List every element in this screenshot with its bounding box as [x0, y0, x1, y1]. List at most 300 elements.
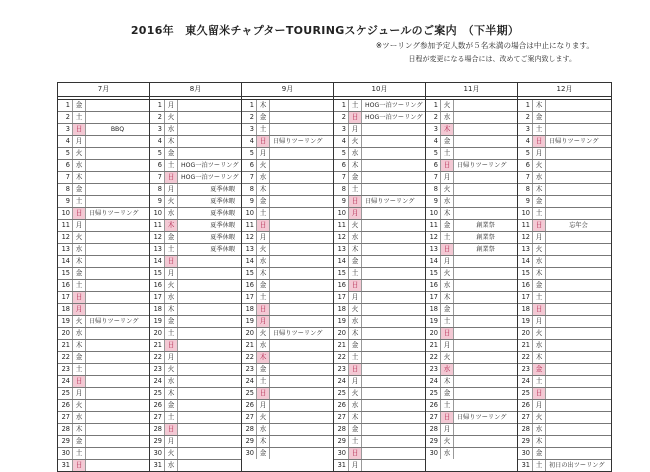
weekday: 火: [165, 448, 178, 459]
event-text: [178, 268, 241, 279]
day-row: [58, 352, 149, 364]
weekday: 水: [441, 448, 454, 459]
weekday: 水: [533, 424, 546, 435]
event-text: [270, 388, 333, 399]
day-number: 23: [518, 364, 533, 375]
weekday: 火: [533, 244, 546, 255]
weekday: 木: [73, 340, 86, 351]
day-row: [150, 136, 241, 148]
event-text: [362, 280, 425, 291]
month-column: [518, 83, 611, 471]
day-number: 7: [334, 172, 349, 183]
day-row: [334, 256, 425, 268]
weekday-holiday: 日: [349, 364, 362, 375]
day-number: 6: [242, 160, 257, 171]
weekday: 土: [165, 244, 178, 255]
day-number: 6: [518, 160, 533, 171]
day-row: [58, 316, 149, 328]
day-number: 30: [518, 448, 533, 459]
event-text: [86, 112, 149, 123]
weekday: 土: [441, 232, 454, 243]
event-text: [362, 388, 425, 399]
event-text: [454, 436, 517, 447]
event-text: [270, 196, 333, 207]
day-row: [334, 220, 425, 232]
event-text: [270, 448, 333, 459]
day-number: 25: [150, 388, 165, 399]
weekday: 金: [349, 256, 362, 267]
event-text: [270, 316, 333, 327]
event-text: [362, 244, 425, 255]
event-text: [86, 232, 149, 243]
day-row: [242, 256, 333, 268]
day-number: 4: [426, 136, 441, 147]
weekday: 火: [257, 160, 270, 171]
weekday: 火: [73, 400, 86, 411]
day-number: 23: [150, 364, 165, 375]
weekday: 金: [257, 112, 270, 123]
day-row: [242, 124, 333, 136]
day-number: 7: [58, 172, 73, 183]
weekday: 土: [533, 208, 546, 219]
day-row: [426, 400, 517, 412]
weekday: 木: [349, 160, 362, 171]
day-row: [58, 280, 149, 292]
day-row: [242, 364, 333, 376]
weekday: 金: [349, 424, 362, 435]
day-number: 9: [242, 196, 257, 207]
day-row: [334, 436, 425, 448]
event-text: 日帰りツーリング: [273, 330, 323, 337]
event-text: [546, 172, 611, 183]
event-text: [86, 292, 149, 303]
weekday: 土: [165, 328, 178, 339]
event-text: [86, 304, 149, 315]
weekday-holiday: 日: [257, 136, 270, 147]
event-text: [454, 388, 517, 399]
event-text: [546, 292, 611, 303]
weekday: 月: [349, 124, 362, 135]
day-number: 3: [242, 124, 257, 135]
weekday: 水: [349, 400, 362, 411]
weekday: 土: [257, 124, 270, 135]
day-number: 30: [242, 448, 257, 459]
month-label: 8月: [150, 83, 241, 97]
day-row: [242, 148, 333, 160]
weekday: 金: [165, 148, 178, 159]
day-number: 13: [58, 244, 73, 255]
day-number: 14: [242, 256, 257, 267]
event-text: [546, 400, 611, 411]
day-row: [334, 124, 425, 136]
event-text: [362, 220, 425, 231]
day-number: 11: [242, 220, 257, 231]
day-number: 28: [58, 424, 73, 435]
day-number: 13: [426, 244, 441, 255]
day-number: 5: [334, 148, 349, 159]
day-row: [426, 364, 517, 376]
day-number: 16: [518, 280, 533, 291]
event-text: [454, 448, 517, 459]
event-text: [546, 424, 611, 435]
day-number: 10: [150, 208, 165, 219]
weekday: 金: [533, 112, 546, 123]
day-row: [334, 340, 425, 352]
day-row: [426, 424, 517, 436]
weekday-holiday: 日: [349, 280, 362, 291]
day-number: 10: [518, 208, 533, 219]
weekday: 土: [349, 352, 362, 363]
day-number: 18: [58, 304, 73, 315]
day-row: [426, 112, 517, 124]
day-row: [58, 112, 149, 124]
event-text: [86, 328, 149, 339]
event-text: [546, 448, 611, 459]
day-number: 3: [426, 124, 441, 135]
weekday: 火: [441, 100, 454, 111]
day-row: [334, 184, 425, 196]
event-text: [178, 352, 241, 363]
day-row: [58, 364, 149, 376]
weekday: 金: [73, 352, 86, 363]
weekday-holiday: 月: [349, 208, 362, 219]
event-text: [178, 124, 241, 135]
event-text: [270, 340, 333, 351]
weekday: 水: [441, 196, 454, 207]
day-number: 17: [426, 292, 441, 303]
event-text: [546, 112, 611, 123]
day-row: [334, 364, 425, 376]
event-text: [270, 208, 333, 219]
event-text: 夏季休暇: [210, 210, 235, 217]
weekday: 土: [257, 376, 270, 387]
day-number: 25: [58, 388, 73, 399]
day-row: [242, 160, 333, 172]
weekday: 水: [257, 424, 270, 435]
event-text: [546, 388, 611, 399]
day-row: [518, 316, 611, 328]
event-text: [362, 256, 425, 267]
event-text: [362, 436, 425, 447]
weekday: 月: [257, 148, 270, 159]
weekday: 月: [165, 436, 178, 447]
day-row: [334, 112, 425, 124]
day-row: [426, 256, 517, 268]
day-row: [150, 232, 241, 244]
event-text: HOG一泊ツーリング: [181, 174, 239, 181]
day-row: [150, 112, 241, 124]
day-row: [150, 436, 241, 448]
day-number: 5: [58, 148, 73, 159]
day-number: 16: [150, 280, 165, 291]
event-text: [546, 352, 611, 363]
event-text: [270, 436, 333, 447]
event-text: HOG一泊ツーリング: [365, 114, 423, 121]
event-text: [270, 412, 333, 423]
event-text: [362, 292, 425, 303]
event-text: 日帰りツーリング: [89, 210, 139, 217]
event-text: [270, 304, 333, 315]
day-row: [518, 400, 611, 412]
day-number: 23: [242, 364, 257, 375]
day-number: 20: [518, 328, 533, 339]
event-text: [362, 124, 425, 135]
day-row: [426, 388, 517, 400]
day-number: 19: [242, 316, 257, 327]
weekday: 木: [257, 100, 270, 111]
day-row: [518, 136, 611, 148]
day-row: [518, 292, 611, 304]
event-text: [362, 268, 425, 279]
day-row: [334, 412, 425, 424]
day-row: [150, 148, 241, 160]
event-text: [546, 376, 611, 387]
weekday: 土: [349, 436, 362, 447]
day-number: 1: [58, 100, 73, 111]
event-text: 創業祭: [476, 222, 495, 229]
day-number: 12: [58, 232, 73, 243]
day-number: 14: [150, 256, 165, 267]
weekday: 水: [165, 124, 178, 135]
day-row: [242, 100, 333, 112]
event-text: [86, 244, 149, 255]
page-title: 2016年 東久留米チャプターTOURINGスケジュールのご案内 （下半期）: [130, 24, 520, 37]
weekday-holiday: 木: [441, 124, 454, 135]
day-row: [334, 280, 425, 292]
event-text: [270, 172, 333, 183]
weekday: 水: [441, 280, 454, 291]
day-number: 18: [150, 304, 165, 315]
weekday: 水: [441, 112, 454, 123]
day-number: 22: [58, 352, 73, 363]
event-text: [178, 424, 241, 435]
day-number: 28: [426, 424, 441, 435]
event-text: [86, 424, 149, 435]
day-number: 26: [150, 400, 165, 411]
weekday: 火: [257, 328, 270, 339]
day-number: 11: [150, 220, 165, 231]
weekday: 月: [349, 292, 362, 303]
event-text: [454, 340, 517, 351]
event-text: [546, 412, 611, 423]
day-row: [426, 124, 517, 136]
day-row: [518, 232, 611, 244]
weekday: 木: [165, 388, 178, 399]
day-row: [242, 400, 333, 412]
day-number: 6: [426, 160, 441, 171]
day-row: [242, 208, 333, 220]
month-column: [58, 83, 150, 471]
day-row: [518, 100, 611, 112]
day-row: [242, 112, 333, 124]
day-number: 11: [58, 220, 73, 231]
weekday: 火: [165, 280, 178, 291]
weekday: 土: [165, 160, 178, 171]
weekday-holiday: 日: [165, 172, 178, 183]
day-row: [58, 184, 149, 196]
event-text: [546, 208, 611, 219]
event-text: [86, 412, 149, 423]
day-row: [518, 448, 611, 460]
day-row: [242, 376, 333, 388]
day-number: 8: [426, 184, 441, 195]
weekday: 金: [165, 316, 178, 327]
event-text: [362, 364, 425, 375]
event-text: 日帰りツーリング: [457, 162, 507, 169]
day-row: [58, 136, 149, 148]
weekday: 金: [257, 448, 270, 459]
weekday: 火: [533, 328, 546, 339]
day-row: [518, 184, 611, 196]
weekday-holiday: 水: [441, 364, 454, 375]
weekday: 水: [257, 256, 270, 267]
day-row: [58, 208, 149, 220]
day-row: [58, 412, 149, 424]
event-text: [546, 268, 611, 279]
weekday: 火: [165, 364, 178, 375]
event-text: [362, 460, 425, 471]
day-number: 6: [58, 160, 73, 171]
event-text: BBQ: [110, 126, 125, 133]
day-row: [426, 304, 517, 316]
weekday-holiday: 日: [257, 220, 270, 231]
day-row: [518, 112, 611, 124]
day-number: 18: [242, 304, 257, 315]
day-row: [426, 172, 517, 184]
event-text: [178, 328, 241, 339]
day-number: 2: [150, 112, 165, 123]
day-number: 17: [518, 292, 533, 303]
event-text: [454, 304, 517, 315]
day-row: [58, 340, 149, 352]
event-text: [270, 400, 333, 411]
event-text: [362, 352, 425, 363]
weekday: 土: [533, 124, 546, 135]
day-row: [242, 136, 333, 148]
weekday: 水: [165, 292, 178, 303]
day-number: 18: [426, 304, 441, 315]
event-text: [270, 292, 333, 303]
day-number: 19: [58, 316, 73, 327]
day-number: 1: [150, 100, 165, 111]
weekday-holiday: 日: [257, 304, 270, 315]
day-row: [150, 400, 241, 412]
weekday: 水: [73, 244, 86, 255]
day-number: 17: [58, 292, 73, 303]
weekday: 土: [349, 100, 362, 111]
day-row: [150, 172, 241, 184]
event-text: [362, 208, 425, 219]
day-row: [58, 232, 149, 244]
day-row: [426, 280, 517, 292]
weekday: 木: [349, 328, 362, 339]
day-number: 20: [426, 328, 441, 339]
weekday: 火: [73, 232, 86, 243]
weekday-holiday: 日: [533, 304, 546, 315]
day-number: 15: [426, 268, 441, 279]
day-number: 30: [426, 448, 441, 459]
event-text: [546, 100, 611, 111]
day-number: 7: [426, 172, 441, 183]
day-number: 8: [58, 184, 73, 195]
day-number: 27: [242, 412, 257, 423]
weekday: 土: [533, 292, 546, 303]
weekday: 木: [533, 436, 546, 447]
weekday: 木: [165, 136, 178, 147]
event-text: [454, 172, 517, 183]
weekday: 月: [165, 352, 178, 363]
day-number: 1: [426, 100, 441, 111]
day-row: [518, 172, 611, 184]
day-row: [426, 220, 517, 232]
event-text: [362, 400, 425, 411]
event-text: [178, 100, 241, 111]
day-row: [426, 328, 517, 340]
day-number: 25: [518, 388, 533, 399]
weekday: 木: [441, 208, 454, 219]
day-number: 5: [242, 148, 257, 159]
event-text: [454, 124, 517, 135]
event-text: 夏季休暇: [210, 198, 235, 205]
day-row: [58, 292, 149, 304]
day-number: 17: [334, 292, 349, 303]
day-number: 10: [426, 208, 441, 219]
day-row: [242, 388, 333, 400]
day-number: 16: [242, 280, 257, 291]
day-number: 18: [518, 304, 533, 315]
day-number: 28: [334, 424, 349, 435]
weekday: 金: [441, 220, 454, 231]
day-number: 24: [518, 376, 533, 387]
weekday: 月: [73, 388, 86, 399]
day-number: 27: [150, 412, 165, 423]
day-row: [334, 388, 425, 400]
event-text: [86, 136, 149, 147]
day-number: 4: [150, 136, 165, 147]
event-text: [270, 160, 333, 171]
event-text: [546, 232, 611, 243]
day-number: 13: [150, 244, 165, 255]
event-text: [270, 376, 333, 387]
day-number: 5: [518, 148, 533, 159]
day-number: 9: [518, 196, 533, 207]
weekday: 火: [257, 244, 270, 255]
day-row: [426, 160, 517, 172]
day-row: [334, 148, 425, 160]
day-row: [334, 424, 425, 436]
day-row: [518, 304, 611, 316]
day-row: [334, 160, 425, 172]
day-number: 20: [150, 328, 165, 339]
day-row: [58, 256, 149, 268]
day-row: [242, 184, 333, 196]
weekday: 水: [165, 208, 178, 219]
day-number: 12: [334, 232, 349, 243]
weekday: 金: [349, 340, 362, 351]
event-text: [362, 424, 425, 435]
event-text: [270, 124, 333, 135]
event-text: [270, 220, 333, 231]
weekday: 土: [441, 148, 454, 159]
event-text: [178, 436, 241, 447]
day-number: 13: [334, 244, 349, 255]
day-row: [242, 196, 333, 208]
day-number: 25: [334, 388, 349, 399]
day-row: [150, 424, 241, 436]
weekday-holiday: 木: [165, 220, 178, 231]
day-row: [150, 196, 241, 208]
day-number: 6: [334, 160, 349, 171]
